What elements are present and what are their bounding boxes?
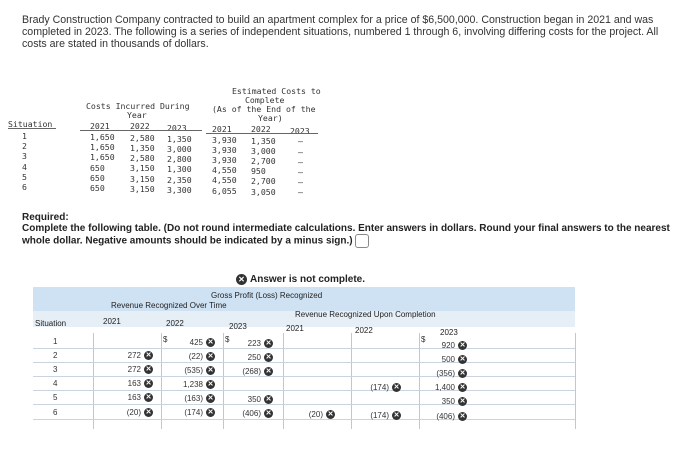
given-situation-number: 3 bbox=[22, 151, 27, 162]
given-cell: 1,650 bbox=[90, 142, 115, 153]
answer-input-uc2022[interactable] bbox=[353, 368, 403, 379]
answer-value: (174) bbox=[184, 408, 203, 418]
given-cell: – bbox=[298, 167, 303, 177]
given-cell: 1,350 bbox=[251, 135, 276, 146]
header-year: Year bbox=[127, 110, 147, 120]
year-2021-costs: 2021 bbox=[90, 121, 110, 131]
given-cell: – bbox=[298, 136, 303, 147]
required-label: Required: bbox=[22, 212, 69, 223]
given-situation-number: 5 bbox=[22, 171, 27, 182]
answer-value: 1,400 bbox=[434, 383, 455, 393]
x-circle-icon: ✕ bbox=[459, 356, 466, 364]
given-cell: 3,050 bbox=[251, 186, 276, 197]
answer-value: 350 bbox=[247, 395, 261, 404]
year-2023-uc: 2023 bbox=[440, 328, 458, 337]
x-circle-icon: ✕ bbox=[145, 394, 152, 402]
given-cell: 3,000 bbox=[251, 145, 276, 156]
column-divider bbox=[575, 333, 576, 429]
given-cell: 3,300 bbox=[167, 184, 192, 195]
year-2023-ot: 2023 bbox=[229, 322, 247, 331]
answer-status bbox=[236, 274, 365, 285]
given-situation-number: 6 bbox=[22, 182, 27, 192]
x-circle-icon: ✕ bbox=[145, 366, 152, 374]
answer-value: (535) bbox=[184, 366, 203, 375]
x-circle-icon: ✕ bbox=[265, 353, 272, 361]
answer-input-uc2021[interactable] bbox=[285, 368, 337, 379]
given-cell: 3,150 bbox=[130, 173, 155, 184]
group-upon-completion: Revenue Recognized Upon Completion bbox=[295, 310, 436, 319]
situation-number: 2 bbox=[53, 351, 58, 361]
answer-value: (174) bbox=[370, 410, 389, 420]
given-cell: 650 bbox=[90, 162, 105, 173]
x-circle-icon: ✕ bbox=[145, 380, 152, 388]
header-complete: Complete bbox=[245, 95, 285, 105]
given-cell: 6,055 bbox=[212, 185, 237, 196]
given-cell: 4,550 bbox=[212, 165, 237, 176]
situation-number: 5 bbox=[53, 393, 58, 403]
x-circle-icon: ✕ bbox=[265, 339, 272, 347]
year-2022-est: 2022 bbox=[251, 124, 271, 134]
answer-value: (20) bbox=[308, 409, 323, 419]
year-2021-uc: 2021 bbox=[286, 324, 304, 333]
given-cell: – bbox=[298, 187, 303, 198]
x-circle-icon: ✕ bbox=[207, 352, 214, 360]
situation-number: 6 bbox=[53, 407, 58, 417]
group-over-time: Revenue Recognized Over Time bbox=[111, 301, 227, 310]
given-situation-number: 2 bbox=[22, 141, 27, 152]
required-instructions bbox=[22, 212, 682, 248]
given-cell: – bbox=[298, 146, 303, 157]
answer-input-uc2021[interactable] bbox=[285, 396, 337, 407]
header-estimated-costs: Estimated Costs to bbox=[232, 86, 321, 96]
answer-input-uc2021[interactable] bbox=[285, 382, 337, 393]
x-circle-icon: ✕ bbox=[327, 410, 334, 418]
answer-value: (163) bbox=[184, 394, 203, 404]
x-circle-icon: ✕ bbox=[265, 396, 272, 403]
answer-value: 425 bbox=[189, 337, 203, 347]
x-circle-icon: ✕ bbox=[207, 367, 214, 374]
answer-input-ot2023[interactable] bbox=[225, 381, 275, 392]
header-rule bbox=[8, 128, 56, 129]
given-cell: 1,650 bbox=[90, 152, 115, 163]
given-cell: 3,150 bbox=[130, 163, 155, 174]
given-cell: 3,930 bbox=[212, 134, 237, 145]
x-circle-icon: ✕ bbox=[459, 398, 466, 406]
answer-value: 500 bbox=[441, 355, 455, 365]
given-cell: 2,580 bbox=[130, 132, 155, 143]
dollar-sign-uc: $ bbox=[421, 335, 426, 344]
answer-value: 920 bbox=[441, 341, 455, 350]
x-circle-icon: ✕ bbox=[393, 383, 400, 391]
header-as-of: (As of the End of the bbox=[212, 104, 316, 114]
given-cell: 3,000 bbox=[167, 143, 192, 154]
x-circle-icon: ✕ bbox=[459, 384, 466, 392]
answer-status-text: Answer is not complete. bbox=[250, 274, 366, 286]
given-cell: 2,800 bbox=[167, 154, 192, 165]
year-2021-est: 2021 bbox=[212, 124, 232, 134]
required-text: Complete the following table. (Do not round intermediate calculations. Enter answers in dollars. Round your final answers to the nearest whole dollar. Negative amounts should be indicated by a minus sign.) bbox=[22, 223, 670, 247]
answer-value: 350 bbox=[441, 397, 455, 407]
dollar-sign-ot-2023: $ bbox=[225, 335, 230, 344]
x-circle-icon: ✕ bbox=[236, 274, 247, 285]
answer-value: 163 bbox=[127, 393, 141, 403]
x-circle-icon: ✕ bbox=[207, 381, 214, 389]
given-cell: 950 bbox=[251, 166, 266, 177]
answer-value: 272 bbox=[127, 365, 141, 375]
given-cell: 3,150 bbox=[130, 183, 155, 194]
answer-value: 250 bbox=[247, 352, 261, 362]
given-cell: 1,300 bbox=[167, 164, 192, 175]
x-circle-icon: ✕ bbox=[207, 395, 214, 403]
given-cell: 650 bbox=[90, 172, 105, 183]
situation-number: 3 bbox=[53, 365, 58, 375]
given-cell: 1,350 bbox=[167, 133, 192, 144]
given-cell: 2,350 bbox=[167, 174, 192, 185]
year-2022-uc: 2022 bbox=[355, 326, 373, 335]
given-situation-number: 1 bbox=[22, 131, 27, 141]
given-cell: 1,350 bbox=[130, 143, 155, 153]
header-year-close: Year) bbox=[258, 113, 283, 123]
problem-intro: Brady Construction Company contracted to build an apartment complex for a price of $6,500,000. Construction began in 2021 and was completed in 2023. The following is a series of independent situations, numbered 1 through 6, involving differing costs for the project. All costs are stated in thousands of dollars. bbox=[22, 14, 659, 50]
given-cell: – bbox=[298, 156, 303, 167]
answer-value: (406) bbox=[242, 409, 261, 419]
answer-value: (268) bbox=[242, 366, 261, 376]
header-costs-incurred: Costs Incurred During bbox=[86, 101, 190, 111]
given-cell: 2,700 bbox=[251, 176, 276, 187]
x-circle-icon: ✕ bbox=[207, 338, 214, 346]
dollar-sign-ot: $ bbox=[163, 335, 168, 344]
x-circle-icon: ✕ bbox=[459, 412, 466, 420]
answer-value: 272 bbox=[127, 351, 141, 361]
cursor-hand-icon bbox=[355, 234, 369, 248]
answer-input-uc2021[interactable] bbox=[285, 354, 337, 365]
col-situation: Situation bbox=[8, 119, 53, 129]
answer-input-ot2021[interactable] bbox=[95, 337, 155, 348]
answer-value: 223 bbox=[247, 338, 261, 348]
given-cell: 3,930 bbox=[212, 155, 237, 165]
answer-value: 163 bbox=[127, 379, 141, 389]
given-cell: 2,700 bbox=[251, 155, 276, 166]
given-cell: 4,550 bbox=[212, 175, 237, 186]
answer-input-uc2021[interactable] bbox=[285, 339, 337, 350]
answer-value: 1,238 bbox=[182, 380, 203, 390]
situation-number: 4 bbox=[53, 379, 58, 389]
x-circle-icon: ✕ bbox=[265, 410, 272, 418]
answer-value: (406) bbox=[436, 411, 455, 421]
header-rule bbox=[80, 130, 202, 131]
x-circle-icon: ✕ bbox=[145, 352, 152, 360]
year-2022-costs: 2022 bbox=[130, 121, 150, 131]
answer-input-uc2022[interactable] bbox=[353, 354, 403, 365]
situation-number: 1 bbox=[53, 337, 58, 346]
gross-profit-title: Gross Profit (Loss) Recognized bbox=[211, 291, 323, 300]
given-cell: 3,930 bbox=[212, 144, 237, 155]
year-2022-ot: 2022 bbox=[166, 319, 184, 328]
answer-value: (22) bbox=[188, 351, 203, 361]
x-circle-icon: ✕ bbox=[393, 411, 400, 419]
year-2023-est: 2023 bbox=[290, 126, 310, 136]
x-circle-icon: ✕ bbox=[207, 409, 214, 417]
answer-value: (356) bbox=[436, 369, 455, 379]
year-2023-costs: 2023 bbox=[167, 123, 187, 133]
given-cell: 1,650 bbox=[90, 131, 115, 142]
given-cell: – bbox=[298, 177, 303, 188]
answer-table bbox=[33, 287, 575, 433]
answer-input-uc2022[interactable] bbox=[353, 397, 403, 408]
x-circle-icon: ✕ bbox=[459, 342, 466, 349]
answer-value: (20) bbox=[126, 407, 141, 417]
given-situation-number: 4 bbox=[22, 161, 27, 172]
given-cell: 650 bbox=[90, 182, 105, 193]
x-circle-icon: ✕ bbox=[145, 408, 152, 416]
given-cell: 2,580 bbox=[130, 153, 155, 164]
answer-value: (174) bbox=[370, 382, 389, 392]
x-circle-icon: ✕ bbox=[459, 370, 466, 378]
col-situation: Situation bbox=[35, 319, 67, 328]
year-2021-ot: 2021 bbox=[103, 317, 121, 326]
x-circle-icon: ✕ bbox=[265, 367, 272, 375]
answer-input-uc2022[interactable] bbox=[353, 340, 403, 351]
